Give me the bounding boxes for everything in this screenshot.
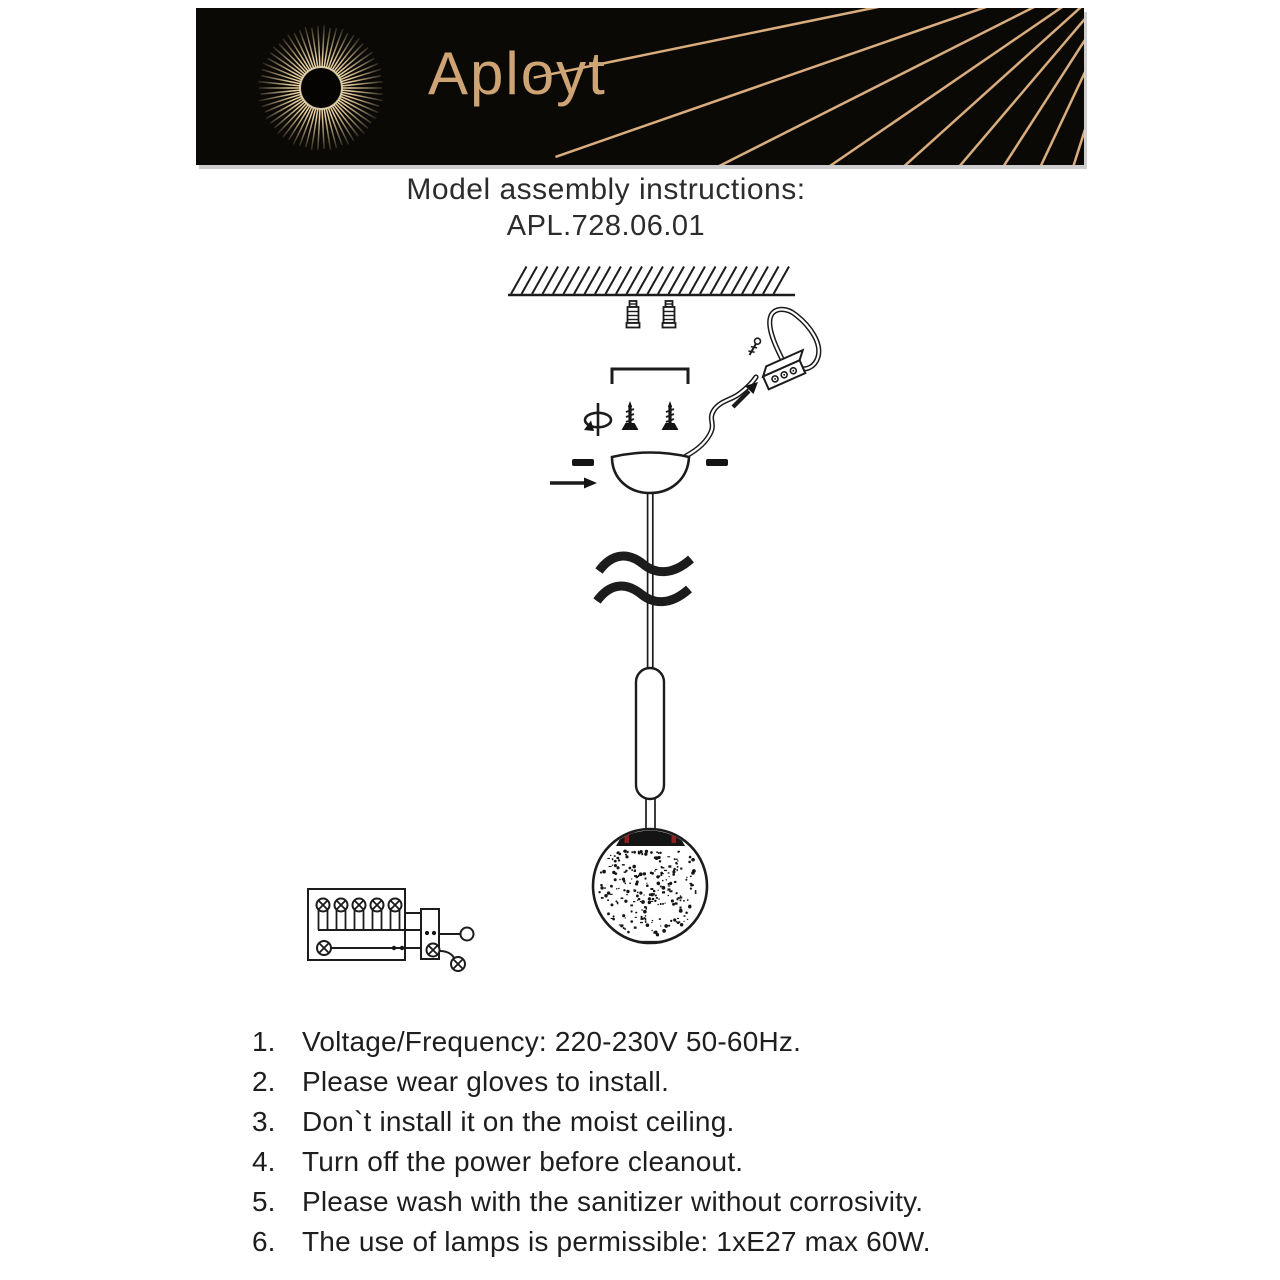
instruction-number: 5.: [252, 1186, 276, 1217]
wiring-schematic: [308, 889, 474, 971]
instruction-text: Voltage/Frequency: 220-230V 50-60Hz.: [302, 1026, 802, 1057]
wall-anchor-icons: [627, 301, 676, 328]
model-number: APL.728.06.01: [506, 210, 706, 242]
ceiling-canopy: [612, 453, 689, 494]
instruction-number: 1.: [252, 1026, 276, 1057]
instruction-item: [252, 1142, 1232, 1182]
terminal-screw-icon: [747, 337, 762, 356]
suspension-rod: [648, 492, 653, 672]
ceiling-hatch: [508, 267, 795, 296]
rotation-arrow-icon: [584, 403, 611, 436]
mounting-screw-icons: [622, 401, 679, 430]
instruction-text: The use of lamps is permissible: 1xE27 max 60W.: [302, 1226, 931, 1257]
terminal-block: [760, 350, 812, 389]
assembly-diagram: [290, 255, 1090, 1000]
brand-name: Aployt: [428, 40, 607, 107]
instruction-text: Please wash with the sanitizer without corrosivity.: [302, 1186, 924, 1217]
instruction-number: 4.: [252, 1146, 276, 1177]
instruction-text: Turn off the power before cleanout.: [302, 1146, 744, 1177]
instruction-item: [252, 1062, 1232, 1102]
glass-sphere-shade: [593, 826, 707, 944]
power-cable: [686, 309, 819, 456]
brand-banner: [196, 8, 1084, 165]
banner-art: [196, 8, 1084, 165]
page-title: Model assembly instructions:: [406, 173, 806, 206]
instruction-item: [252, 1222, 1232, 1262]
instruction-number: 6.: [252, 1226, 276, 1257]
instruction-item: [252, 1182, 1232, 1222]
instruction-text: Don`t install it on the moist ceiling.: [302, 1106, 735, 1137]
instruction-text: Please wear gloves to install.: [302, 1066, 670, 1097]
instruction-number: 2.: [252, 1066, 276, 1097]
title-block: [0, 172, 1212, 244]
instruction-item: [252, 1102, 1232, 1142]
stem-capsule: [636, 668, 664, 829]
mounting-bracket: [612, 369, 688, 384]
instructions-list: [252, 1022, 1232, 1262]
instruction-number: 3.: [252, 1106, 276, 1137]
insert-arrow-icon: [550, 478, 597, 489]
instruction-item: [252, 1022, 1232, 1062]
sunburst-logo-icon: [255, 22, 387, 154]
switch-symbol: [461, 928, 474, 941]
cable-break-symbol: [597, 556, 691, 602]
